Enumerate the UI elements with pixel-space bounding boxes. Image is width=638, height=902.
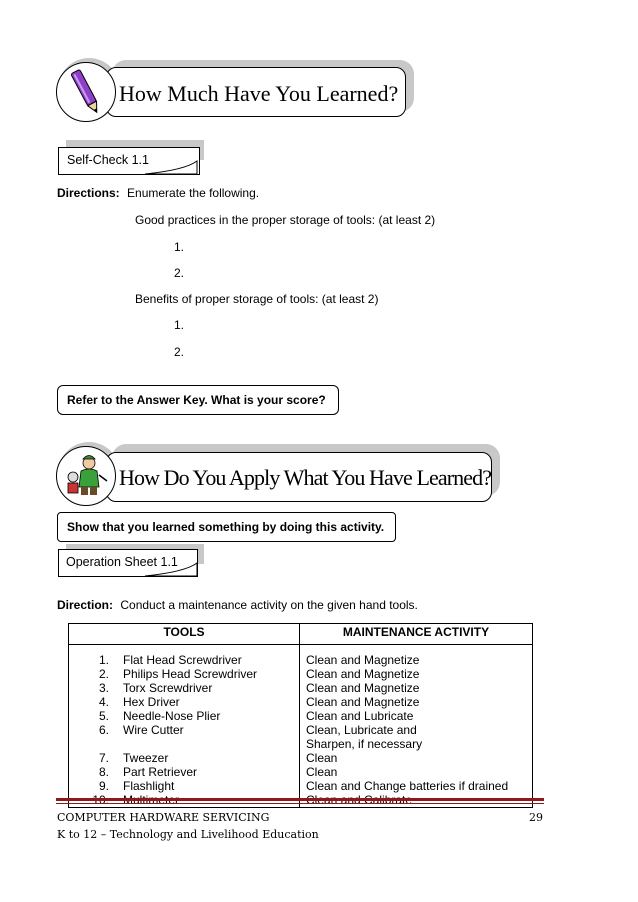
section2-title: How Do You Apply What You Have Learned? (119, 465, 492, 490)
maintenance-activity: Clean and Magnetize (300, 645, 533, 668)
page-curl-icon (145, 160, 201, 176)
pen-icon (57, 63, 115, 121)
footer-rule-thin (56, 803, 544, 804)
direction-line (57, 598, 418, 612)
item2-heading: Benefits of proper storage of tools: (at least 2) (135, 292, 379, 306)
selfcheck-label: Self-Check 1.1 (67, 153, 149, 167)
section2-banner (106, 452, 492, 502)
table-row (69, 681, 533, 695)
tool-name: Wire Cutter (117, 723, 300, 737)
tools-table (68, 623, 533, 808)
tool-name: Needle-Nose Plier (117, 709, 300, 723)
maintenance-activity: Clean and Magnetize (300, 681, 533, 695)
tool-name: Philips Head Screwdriver (117, 667, 300, 681)
table-row (69, 695, 533, 709)
pen-circle (56, 62, 116, 122)
item2-number-1: 1. (174, 318, 185, 332)
answer-key-text: Refer to the Answer Key. What is your score? (67, 393, 326, 407)
opsheet-label: Operation Sheet 1.1 (66, 555, 178, 569)
section1-banner (106, 67, 406, 117)
header-tools: TOOLS (69, 624, 300, 645)
table-row (69, 667, 533, 681)
item1-number-2: 2. (174, 266, 185, 280)
tool-name: Torx Screwdriver (117, 681, 300, 695)
maintenance-activity: Sharpen, if necessary (300, 737, 533, 751)
table-row (69, 645, 533, 668)
maintenance-activity: Clean and Magnetize (300, 695, 533, 709)
answer-key-box (57, 385, 339, 415)
directions-text: Enumerate the following. (127, 186, 260, 200)
footer-subtitle: K to 12 – Technology and Livelihood Education (57, 828, 319, 841)
maintenance-activity: Clean, Lubricate and (300, 723, 533, 737)
table-row (69, 779, 533, 793)
worker-icon (57, 447, 115, 505)
table-row (69, 737, 533, 751)
row-number: 4. (69, 695, 118, 709)
row-number: 8. (69, 765, 118, 779)
maintenance-activity: Clean and Lubricate (300, 709, 533, 723)
row-number: 2. (69, 667, 118, 681)
tool-name: Flashlight (117, 779, 300, 793)
direction-label: Direction: (57, 598, 114, 612)
row-number (69, 737, 118, 751)
tool-name: Hex Driver (117, 695, 300, 709)
footer-page-number: 29 (529, 811, 543, 824)
table-row (69, 709, 533, 723)
row-number: 6. (69, 723, 118, 737)
show-box (57, 512, 396, 542)
tool-name: Tweezer (117, 751, 300, 765)
table-header-row (69, 624, 533, 645)
tool-name (117, 737, 300, 751)
row-number: 7. (69, 751, 118, 765)
item2-number-2: 2. (174, 345, 185, 359)
page-curl-icon (145, 562, 201, 578)
table-row (69, 751, 533, 765)
item1-heading: Good practices in the proper storage of tools: (at least 2) (135, 213, 436, 227)
row-number: 9. (69, 779, 118, 793)
table-row (69, 723, 533, 737)
tool-name: Flat Head Screwdriver (117, 645, 300, 668)
maintenance-activity: Clean and Change batteries if drained (300, 779, 533, 793)
section1-title: How Much Have You Learned? (119, 81, 399, 106)
header-activity: MAINTENANCE ACTIVITY (300, 624, 533, 645)
direction-text: Conduct a maintenance activity on the given hand tools. (120, 598, 418, 612)
item1-number-1: 1. (174, 240, 185, 254)
directions-label: Directions: (57, 186, 120, 200)
footer-course: COMPUTER HARDWARE SERVICING (57, 811, 270, 824)
tool-name: Part Retriever (117, 765, 300, 779)
maintenance-activity: Clean (300, 751, 533, 765)
maintenance-activity: Clean and Magnetize (300, 667, 533, 681)
footer-rule (56, 798, 544, 801)
maintenance-activity: Clean (300, 765, 533, 779)
table-row (69, 765, 533, 779)
row-number: 5. (69, 709, 118, 723)
directions-line (57, 186, 259, 200)
activity-circle (56, 446, 116, 506)
show-text: Show that you learned something by doing this activity. (67, 520, 385, 534)
row-number: 1. (69, 645, 118, 668)
row-number: 3. (69, 681, 118, 695)
